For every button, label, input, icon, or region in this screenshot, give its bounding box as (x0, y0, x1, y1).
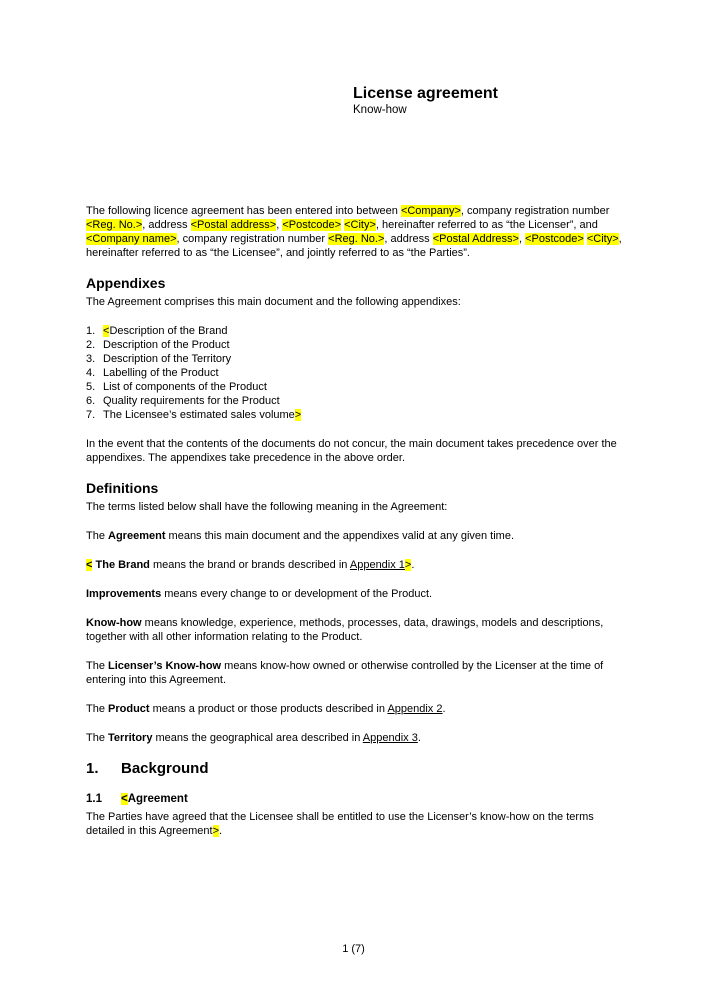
appendixes-heading: Appendixes (86, 275, 166, 291)
text-run: Licenser’s Know-how (108, 660, 222, 672)
appendix-list-item (86, 338, 622, 352)
placeholder-highlight: <Postal Address> (432, 233, 519, 245)
list-item-text (103, 408, 622, 422)
list-item-number: 1. (86, 325, 96, 337)
text-run: The Parties have agreed that the Licensee shall be entitled to use the Licenser’s know-how on the terms detailed in this Agreement (86, 811, 594, 837)
text-run: , hereinafter referred to as “the Licensee”, and jointly referred to as “the Parties”. (86, 233, 622, 259)
section-background-heading (86, 760, 622, 778)
text-run: Agreement (108, 530, 166, 542)
appendix-list-item (86, 380, 622, 394)
definition-paragraph-agreement (86, 529, 622, 543)
appendix-list-item (86, 324, 622, 338)
definition-paragraph-know-how (86, 616, 622, 644)
list-item-number: 3. (86, 353, 96, 365)
appendix-list-item (86, 366, 622, 380)
placeholder-highlight: <City> (344, 219, 376, 231)
text-run: means a product or those products described in (149, 703, 388, 715)
placeholder-highlight: <City> (586, 233, 619, 245)
text-run: means the geographical area described in (152, 732, 363, 744)
text-run: , hereinafter referred to as “the Licenser”, and (375, 219, 598, 231)
list-item-number: 6. (86, 395, 96, 407)
placeholder-highlight: > (212, 825, 220, 837)
text-run: Quality requirements for the Product (103, 395, 280, 407)
text-run: . (411, 559, 415, 571)
subsection-number: 1.1 (86, 793, 102, 805)
text-run: The (86, 703, 109, 715)
text-run: . (442, 703, 446, 715)
text-run: , company registration number (460, 205, 610, 217)
placeholder-highlight: <Postal address> (190, 219, 277, 231)
definitions-intro: The terms listed below shall have the following meaning in the Agreement: (86, 501, 448, 513)
placeholder-highlight: <Reg. No.> (328, 233, 385, 245)
text-run: , address (142, 219, 191, 231)
text-run: The (86, 530, 109, 542)
text-run: means the brand or brands described in (149, 559, 350, 571)
intro-paragraph (86, 204, 622, 260)
text-run: Appendix 1 (349, 559, 405, 571)
text-run: The Licensee’s estimated sales volume (103, 409, 295, 421)
list-item-text (103, 324, 622, 338)
text-run: means knowledge, experience, methods, processes, data, drawings, models and descriptions, together with all other information relating to the Product. (86, 617, 604, 643)
text-run: The Brand (95, 559, 150, 571)
page-number: 1 (7) (342, 943, 365, 955)
list-item-text (103, 366, 622, 380)
placeholder-highlight: > (404, 559, 412, 571)
definition-paragraph-licensers-know-how (86, 659, 622, 687)
definition-paragraph-improvements (86, 587, 622, 601)
list-item-text (103, 394, 622, 408)
placeholder-highlight: < (86, 559, 93, 571)
text-run: , company registration number (176, 233, 329, 245)
text-run: , (518, 233, 526, 245)
definition-paragraph-territory (86, 731, 622, 745)
placeholder-highlight: <Company> (400, 205, 461, 217)
placeholder-highlight: <Postcode> (525, 233, 584, 245)
appendix-list-item (86, 394, 622, 408)
text-run: The (86, 660, 109, 672)
list-item-number: 4. (86, 367, 96, 379)
text-run: means know-how owned or otherwise controlled by the Licenser at the time of entering into this Agreement. (86, 660, 604, 686)
text-run: means every change to or development of the Product. (161, 588, 433, 600)
definitions-heading: Definitions (86, 480, 159, 496)
text-run: The (86, 732, 109, 744)
section-title: Background (121, 760, 209, 777)
list-item-number: 7. (86, 409, 96, 421)
text-run: The following licence agreement has been entered into between (86, 205, 401, 217)
placeholder-highlight: <Reg. No.> (86, 219, 143, 231)
appendix-list-item (86, 408, 622, 422)
list-item-number: 5. (86, 381, 96, 393)
text-run: Know-how (86, 617, 142, 629)
text-run: , address (384, 233, 433, 245)
section-number: 1. (86, 760, 99, 777)
text-run: Territory (108, 732, 153, 744)
list-item-text (103, 338, 622, 352)
text-run: List of components of the Product (103, 381, 267, 393)
appendixes-intro: The Agreement comprises this main document and the following appendixes: (86, 296, 461, 308)
text-run: Description of the Brand (109, 325, 228, 337)
list-item-text (103, 352, 622, 366)
placeholder-highlight: < (103, 325, 110, 337)
document-title: License agreement (353, 85, 498, 102)
text-run: Product (108, 703, 150, 715)
text-run: Improvements (86, 588, 162, 600)
text-run: Description of the Territory (103, 353, 232, 365)
text-run: , (276, 219, 283, 231)
placeholder-highlight: <Postcode> (282, 219, 342, 231)
appendix-list-item (86, 352, 622, 366)
appendix-list (86, 324, 622, 422)
text-run: means this main document and the appendixes valid at any given time. (165, 530, 515, 542)
subsection-title (121, 792, 188, 806)
placeholder-highlight: > (294, 409, 302, 421)
document-body (86, 204, 622, 853)
subsection-agreement-heading (86, 792, 622, 806)
background-paragraph (86, 810, 622, 838)
placeholder-highlight: <Company name> (86, 233, 177, 245)
placeholder-highlight: < (121, 793, 128, 805)
text-run: . (219, 825, 223, 837)
text-run: . (417, 732, 421, 744)
text-run: Description of the Product (103, 339, 230, 351)
definition-paragraph-brand (86, 558, 622, 572)
text-run: Appendix 2 (387, 703, 443, 715)
document-subtitle: Know-how (353, 104, 407, 116)
list-item-text (103, 380, 622, 394)
text-run: Appendix 3 (362, 732, 418, 744)
precedence-note: In the event that the contents of the documents do not concur, the main document takes precedence over the appendixes. The appendixes take precedence in the above order. (86, 438, 617, 464)
text-run: Agreement (127, 793, 188, 805)
definition-paragraph-product (86, 702, 622, 716)
title-block (353, 84, 498, 117)
text-run: Labelling of the Product (103, 367, 219, 379)
list-item-number: 2. (86, 339, 96, 351)
